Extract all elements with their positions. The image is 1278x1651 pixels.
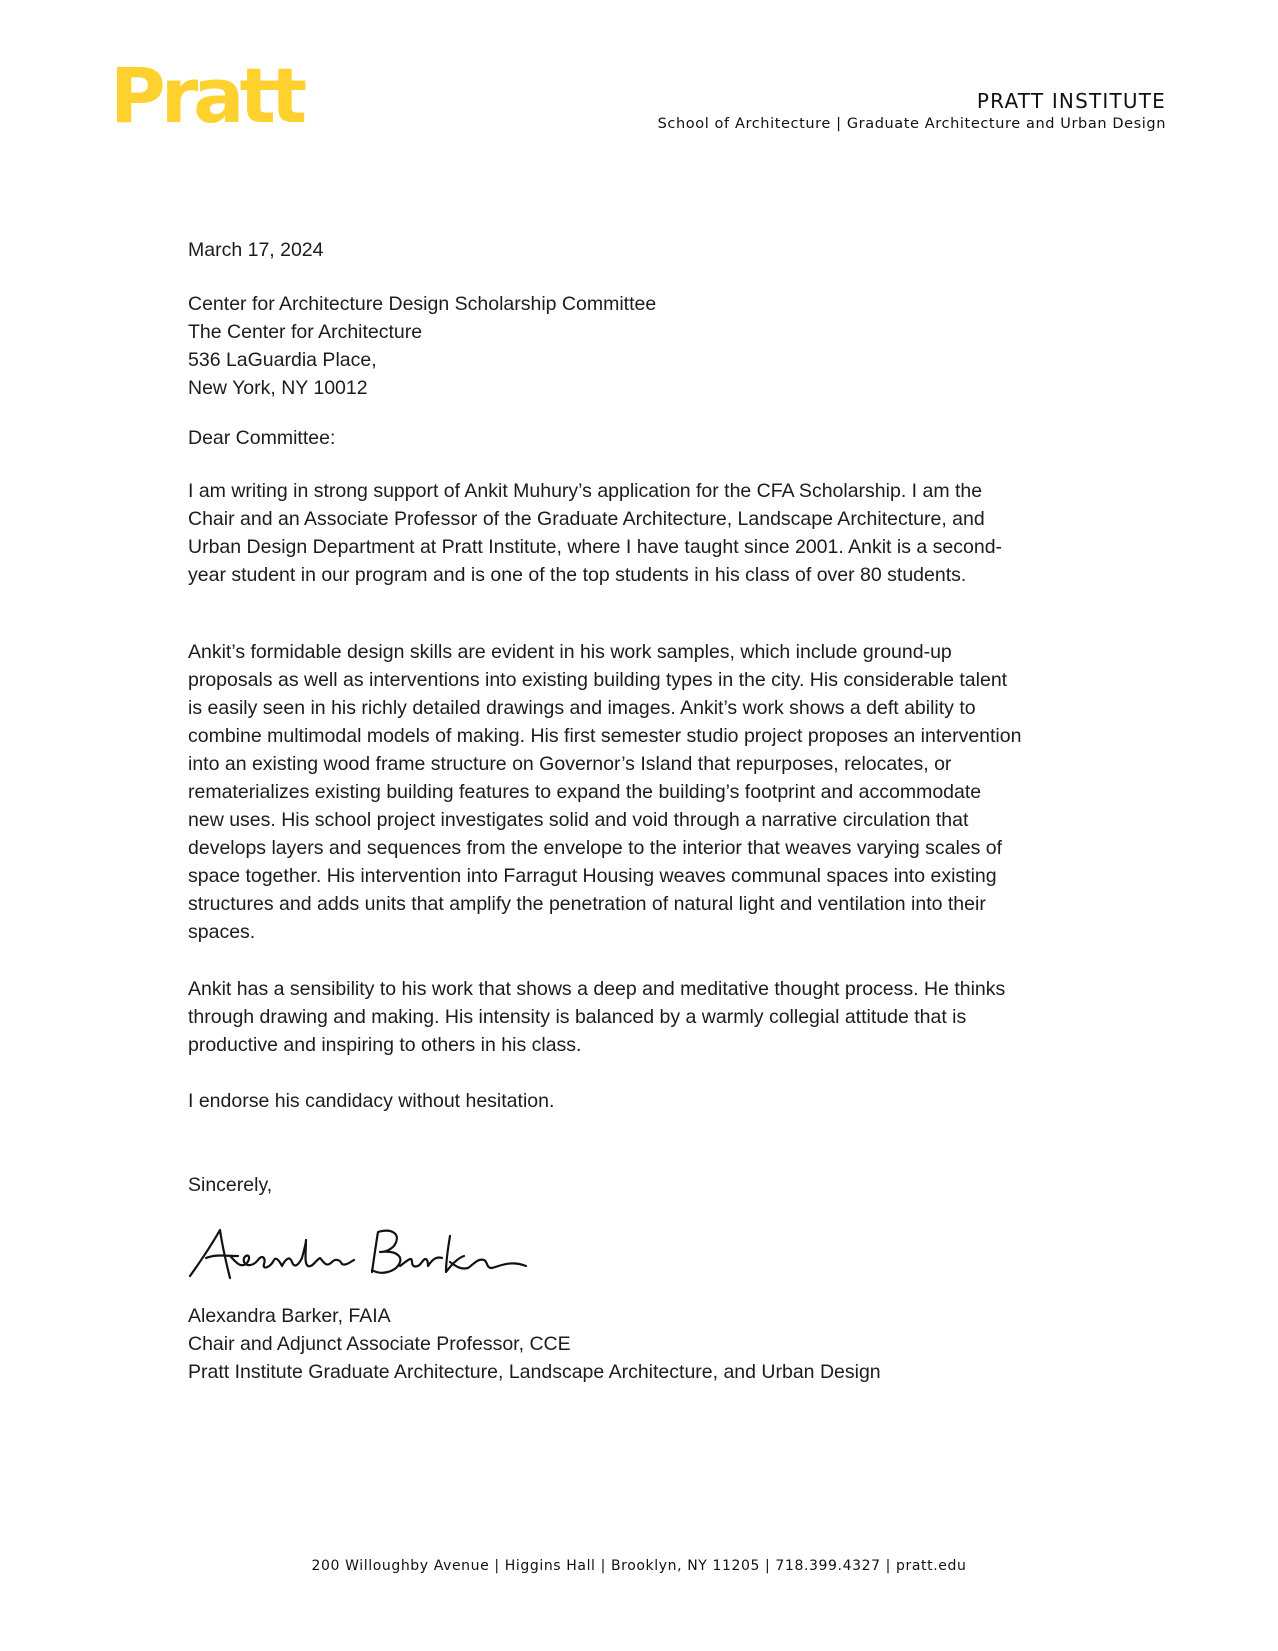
recipient-line: Center for Architecture Design Scholarship Committee [188, 293, 657, 315]
paragraph-line: through drawing and making. His intensity is balanced by a warmly collegial attitude that is [188, 1006, 967, 1028]
signer-affiliation: Pratt Institute Graduate Architecture, Landscape Architecture, and Urban Design [188, 1361, 881, 1383]
handwritten-signature [186, 1222, 546, 1290]
recipient-line: 536 LaGuardia Place, [188, 349, 377, 371]
salutation-line: Dear Committee: [188, 427, 336, 449]
paragraph-line: combine multimodal models of making. His first semester studio project proposes an intervention [188, 725, 1022, 747]
paragraph-line: I endorse his candidacy without hesitation. [188, 1090, 555, 1112]
department-name: School of Architecture | Graduate Architecture and Urban Design [657, 116, 1166, 132]
paragraph-line: rematerializes existing building features to expand the building’s footprint and accommodate [188, 781, 982, 803]
paragraph-line: spaces. [188, 921, 256, 943]
signer-name: Alexandra Barker, FAIA [188, 1305, 391, 1327]
signer-block [188, 1302, 881, 1386]
closing-line: Sincerely, [188, 1174, 273, 1196]
signer-title: Chair and Adjunct Associate Professor, CCE [188, 1333, 571, 1355]
paragraph-line: productive and inspiring to others in his class. [188, 1034, 582, 1056]
paragraph-line: I am writing in strong support of Ankit Muhury’s application for the CFA Scholarship. I am the [188, 480, 983, 502]
paragraph-line: proposals as well as interventions into existing building types in the city. His considerable talent [188, 669, 1008, 691]
paragraph-line: into an existing wood frame structure on Governor’s Island that repurposes, relocates, or [188, 753, 952, 775]
paragraph-2 [188, 638, 1021, 946]
date-line: March 17, 2024 [188, 239, 324, 261]
institute-name: PRATT INSTITUTE [976, 89, 1166, 113]
paragraph-line: space together. His intervention into Farragut Housing weaves communal spaces into existing [188, 865, 997, 887]
salutation [188, 424, 335, 452]
paragraph-line: structures and adds units that amplify the penetration of natural light and ventilation into their [188, 893, 986, 915]
paragraph-line: Ankit’s formidable design skills are evident in his work samples, which include ground-up [188, 641, 952, 663]
paragraph-4 [188, 1087, 554, 1115]
paragraph-line: Urban Design Department at Pratt Institute, where I have taught since 2001. Ankit is a second- [188, 536, 1003, 558]
recipient-line: The Center for Architecture [188, 321, 423, 343]
paragraph-line: Ankit has a sensibility to his work that shows a deep and meditative thought process. He thinks [188, 978, 1006, 1000]
closing [188, 1171, 272, 1199]
paragraph-1 [188, 477, 1002, 589]
paragraph-line: year student in our program and is one of the top students in his class of over 80 students. [188, 564, 967, 586]
letter-date [188, 236, 324, 264]
paragraph-line: new uses. His school project investigates solid and void through a narrative circulation that [188, 809, 969, 831]
paragraph-line: develops layers and sequences from the envelope to the interior that weaves varying scales of [188, 837, 1003, 859]
pratt-logo: Pratt [110, 51, 303, 140]
paragraph-line: Chair and an Associate Professor of the Graduate Architecture, Landscape Architecture, and [188, 508, 985, 530]
recipient-address [188, 290, 656, 402]
paragraph-3 [188, 975, 1005, 1059]
recipient-line: New York, NY 10012 [188, 377, 368, 399]
footer-address: 200 Willoughby Avenue | Higgins Hall | Brooklyn, NY 11205 | 718.399.4327 | pratt.edu [311, 1558, 967, 1574]
paragraph-line: is easily seen in his richly detailed drawings and images. Ankit’s work shows a deft ability to [188, 697, 976, 719]
